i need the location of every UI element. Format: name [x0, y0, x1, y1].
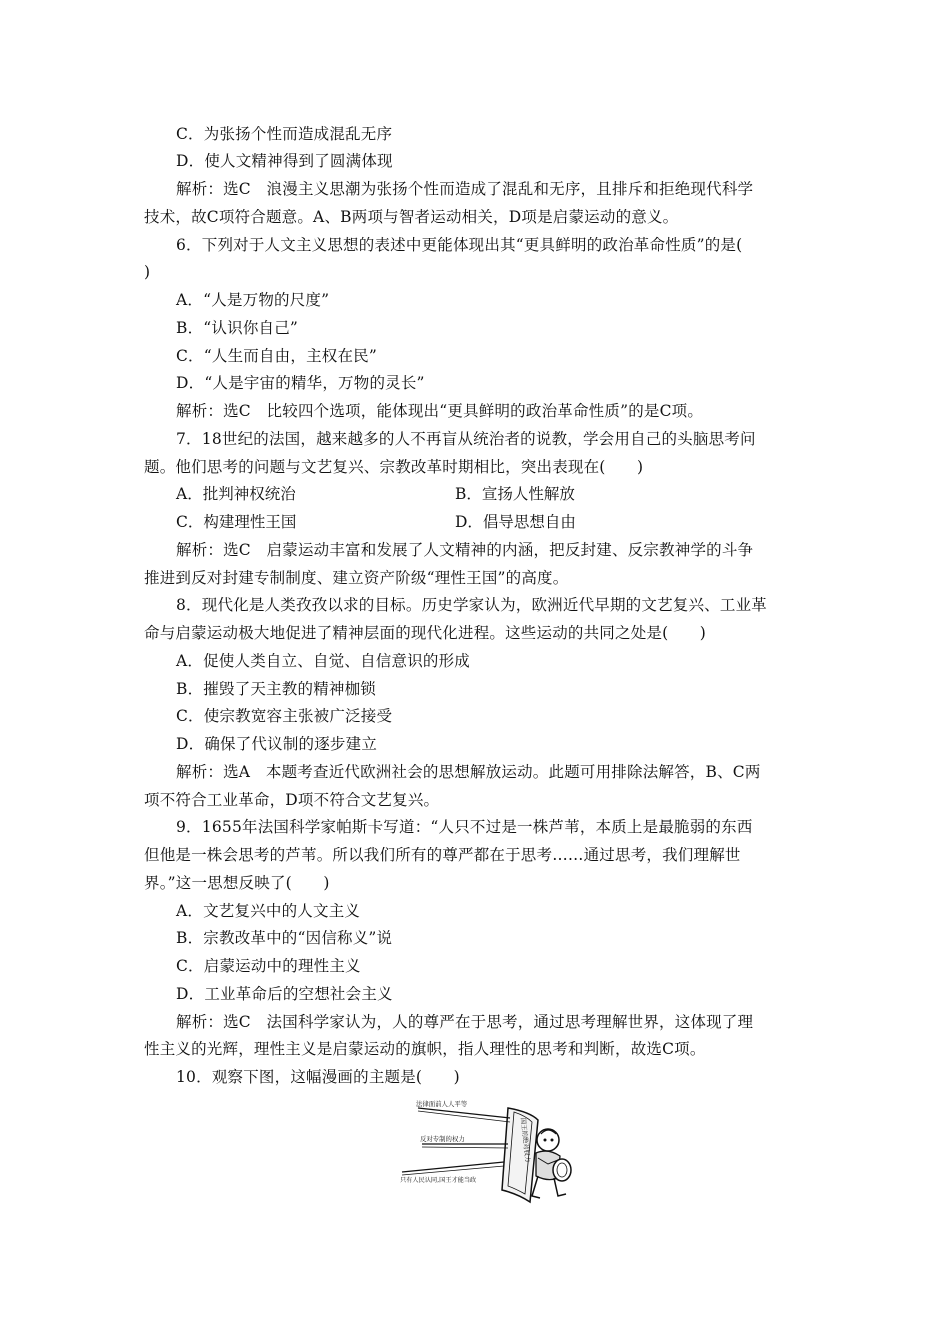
option-line: B．宣扬人性解放	[455, 485, 575, 503]
analysis-line: 推进到反对封建专制制度、建立资产阶级“理性王国”的高度。	[144, 569, 569, 587]
analysis-line: 解析：选A 本题考查近代欧洲社会的思想解放运动。此题可用排除法解答，B、C两	[176, 763, 761, 781]
question-line: 界。”这一思想反映了( )	[144, 874, 330, 892]
analysis-line: 技术，故C项符合题意。A、B两项与智者运动相关，D项是启蒙运动的意义。	[144, 208, 679, 226]
option-line: C．启蒙运动中的理性主义	[176, 957, 361, 975]
option-line: D．使人文精神得到了圆满体现	[176, 152, 393, 170]
question-line: 题。他们思考的问题与文艺复兴、宗教改革时期相比，突出表现在( )	[144, 458, 644, 476]
option-line: C．使宗教宽容主张被广泛接受	[176, 707, 393, 725]
question-line: 但他是一株会思考的芦苇。所以我们所有的尊严都在于思考……通过思考，我们理解世	[144, 846, 741, 864]
option-line: D．确保了代议制的逐步建立	[176, 735, 378, 753]
question-line: 9．1655年法国科学家帕斯卡写道：“人只不过是一株芦苇，本质上是最脆弱的东西	[176, 818, 753, 836]
option-line: A．批判神权统治	[176, 485, 296, 503]
option-line: D．工业革命后的空想社会主义	[176, 985, 393, 1003]
option-line: B．宗教改革中的“因信称义”说	[176, 929, 393, 947]
figure-head	[537, 1129, 559, 1151]
question-line: 10．观察下图，这幅漫画的主题是( )	[176, 1068, 460, 1086]
question-line: 7．18世纪的法国，越来越多的人不再盲从统治者的说教，学会用自己的头脑思考问	[176, 430, 756, 448]
analysis-line: 解析：选C 法国科学家认为，人的尊严在于思考，通过思考理解世界，这体现了理	[176, 1013, 754, 1031]
option-line: C．为张扬个性而造成混乱无序	[176, 125, 393, 143]
question-line: 6．下列对于人文主义思想的表述中更能体现出其“更具鲜明的政治革命性质”的是(	[176, 236, 743, 254]
question-line: 命与启蒙运动极大地促进了精神层面的现代化进程。这些运动的共同之处是( )	[144, 624, 706, 642]
round-shield-icon	[553, 1159, 571, 1181]
analysis-line: 解析：选C 浪漫主义思潮为张扬个性而造成了混乱和无序，且排斥和拒绝现代科学	[176, 180, 754, 198]
option-line: A．文艺复兴中的人文主义	[176, 902, 361, 920]
option-line: B．摧毁了天主教的精神枷锁	[176, 680, 376, 698]
option-line: D．倡导思想自由	[455, 513, 576, 531]
analysis-line: 性主义的光辉，理性主义是启蒙运动的旗帜，指人理性的思考和判断，故选C项。	[144, 1040, 706, 1058]
option-line: A．“人是万物的尺度”	[176, 291, 330, 309]
cartoon-label-2: 反对专制的权力	[420, 1135, 465, 1143]
question-line: 8．现代化是人类孜孜以求的目标。历史学家认为，欧洲近代早期的文艺复兴、工业革	[176, 596, 767, 614]
cartoon-label-1: 法律面前人人平等	[416, 1100, 468, 1108]
analysis-line: 项不符合工业革命，D项不符合文艺复兴。	[144, 791, 440, 809]
cartoon-label-3: 只有人民认同,国王才能当政	[400, 1177, 477, 1184]
question-line: )	[144, 263, 151, 281]
analysis-line: 解析：选C 比较四个选项，能体现出“更具鲜明的政治革命性质”的是C项。	[176, 402, 704, 420]
cartoon-illustration	[398, 1098, 573, 1206]
analysis-line: 解析：选C 启蒙运动丰富和发展了人文精神的内涵，把反封建、反宗教神学的斗争	[176, 541, 754, 559]
option-line: B．“认识你自己”	[176, 319, 299, 337]
option-line: A．促使人类自立、自觉、自信意识的形成	[176, 652, 470, 670]
shield-text: 国王的绝对权力	[519, 1117, 532, 1163]
option-line: D．“人是宇宙的精华，万物的灵长”	[176, 374, 425, 392]
option-line: C．“人生而自由，主权在民”	[176, 347, 378, 365]
option-line: C．构建理性王国	[176, 513, 297, 531]
